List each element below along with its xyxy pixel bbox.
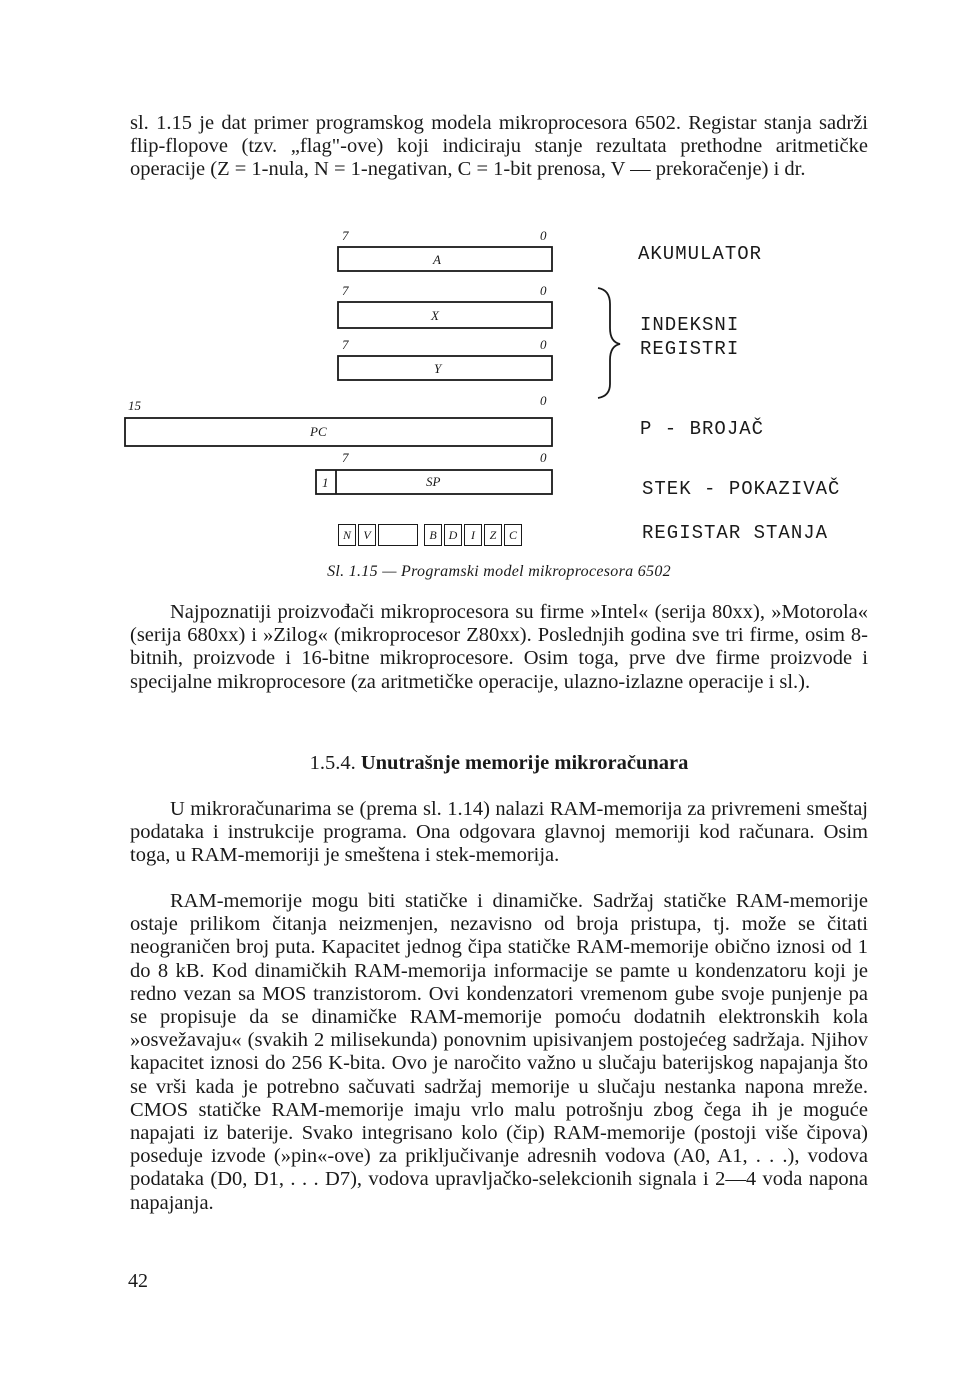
section-heading — [130, 752, 868, 775]
flag-d: D — [444, 524, 462, 546]
programming-model-figure — [0, 0, 973, 600]
flag-z: Z — [484, 524, 502, 546]
status-register-label: REGISTAR STANJA — [642, 522, 829, 544]
flag-n: N — [338, 524, 356, 546]
ram-types-paragraph: RAM-memorije mogu biti statičke i dinamičke. Sadržaj statičke RAM-memorije ostaje prilikom čitanja neizmenjen, nezavisno od broja pristupa, tj. može se čitati neograničen broj puta. Kapacitet jednog čipa statičke RAM-memorije obično iznosi od 1 do 8 kB. Kod dinamičkih RAM-memorija informacije se pamte u kondenzatoru koji je redno vezan sa MOS tranzistorom. Ovi kondenzatori vremenom gube svoje punjenje pa se propisuje da se dinamičke RAM-memorije pomoću dodatnih elektronskih kola »osvežavaju« (svakih 2 milisekunda) ponovnim upisivanjem postojećeg sadržaja. Njihov kapacitet iznosi do 256 K-bita. Ovo je naročito važno u slučaju baterijskog napajanja što se vrši kada je potrebno sačuvati sadržaj memorije u slučaju nestanka napona mreže. CMOS statičke RAM-memorije imaju vrlo malu potrošnju zbog čega ih je moguće napajati iz baterije. Svako integrisano kolo (čip) RAM-memorije (postoji više čipova) poseduje izvode (»pin«-ove) za priključivanje adresnih vodova (A0, A1, . . .), vodova podataka (D0, D1, . . . D7), vodova upravljačko-selekcionih signala i 2—4 voda napona napajanja. — [130, 890, 868, 1214]
section-title: Unutrašnje memorije mikroračunara — [360, 752, 689, 774]
index-registers-brace — [598, 288, 620, 398]
section-number: 1.5.4. — [309, 752, 356, 774]
register-y-name: Y — [434, 361, 442, 376]
register-pc-name: PC — [310, 424, 327, 439]
register-a-name: A — [433, 252, 441, 267]
register-sp-prefix: 1 — [322, 475, 329, 490]
register-diagram — [0, 0, 973, 600]
register-x-box — [338, 302, 552, 328]
flag-unused — [378, 524, 418, 546]
register-pc-bit-low: 0 — [540, 393, 547, 408]
page-number: 42 — [128, 1270, 148, 1292]
ram-intro-paragraph: U mikroračunarima se (prema sl. 1.14) nalazi RAM-memorija za privremeni smeštaj podataka i instrukcije programa. Ona odgovara glavnoj memoriji kod računara. Osim toga, u RAM-memoriji je smeštena i stek-memorija. — [130, 798, 868, 867]
register-sp-bit-high: 7 — [342, 450, 349, 465]
register-pc-bit-high: 15 — [128, 398, 141, 413]
register-sp-bit-low: 0 — [540, 450, 547, 465]
register-a-box — [338, 247, 552, 271]
intro-paragraph: sl. 1.15 je dat primer programskog modela mikroprocesora 6502. Registar stanja sadrži flip-flopove (tzv. „flag"-ove) koji indiciraju stanje rezultata prethodne aritmetičke operacije (Z = 1-nula, N = 1-negativan, C = 1-bit prenosa, V — prekoračenje) i dr. — [130, 112, 868, 181]
figure-caption: Sl. 1.15 — Programski model mikroprocesora 6502 — [327, 563, 671, 580]
register-x-bit-high: 7 — [342, 283, 349, 298]
flag-b: B — [424, 524, 442, 546]
register-y-bit-high: 7 — [342, 337, 349, 352]
flag-v: V — [358, 524, 376, 546]
manufacturers-paragraph: Najpoznatiji proizvođači mikroprocesora su firme »Intel« (serija 80xx), »Motorola« (serija 680xx) i »Zilog« (mikroprocesor Z80xx). Poslednjih godina sve tri firme, osim 8-bitnih, proizvode i 16-bitne mikroprocesore. Osim toga, prve dve firme proizvode i specijalne mikroprocesore (za aritmetičke operacije, ulazno-izlazne operacije i sl.). — [130, 601, 868, 693]
register-x-name: X — [431, 308, 439, 323]
register-y-bit-low: 0 — [540, 337, 547, 352]
flag-i: I — [464, 524, 482, 546]
stack-pointer-label: STEK - POKAZIVAČ — [642, 478, 841, 500]
register-a-bit-high: 7 — [342, 228, 349, 243]
index-registers-label-line2: REGISTRI — [640, 338, 740, 360]
register-x-bit-low: 0 — [540, 283, 547, 298]
accumulator-label: AKUMULATOR — [638, 243, 763, 265]
register-y-box — [338, 356, 552, 380]
program-counter-label: P - BROJAČ — [640, 418, 765, 440]
flag-c: C — [504, 524, 522, 546]
register-pc-box — [125, 418, 552, 446]
register-sp-name: SP — [426, 474, 441, 489]
register-sp-box — [316, 470, 552, 494]
index-registers-label-line1: INDEKSNI — [640, 314, 740, 336]
register-a-bit-low: 0 — [540, 228, 547, 243]
